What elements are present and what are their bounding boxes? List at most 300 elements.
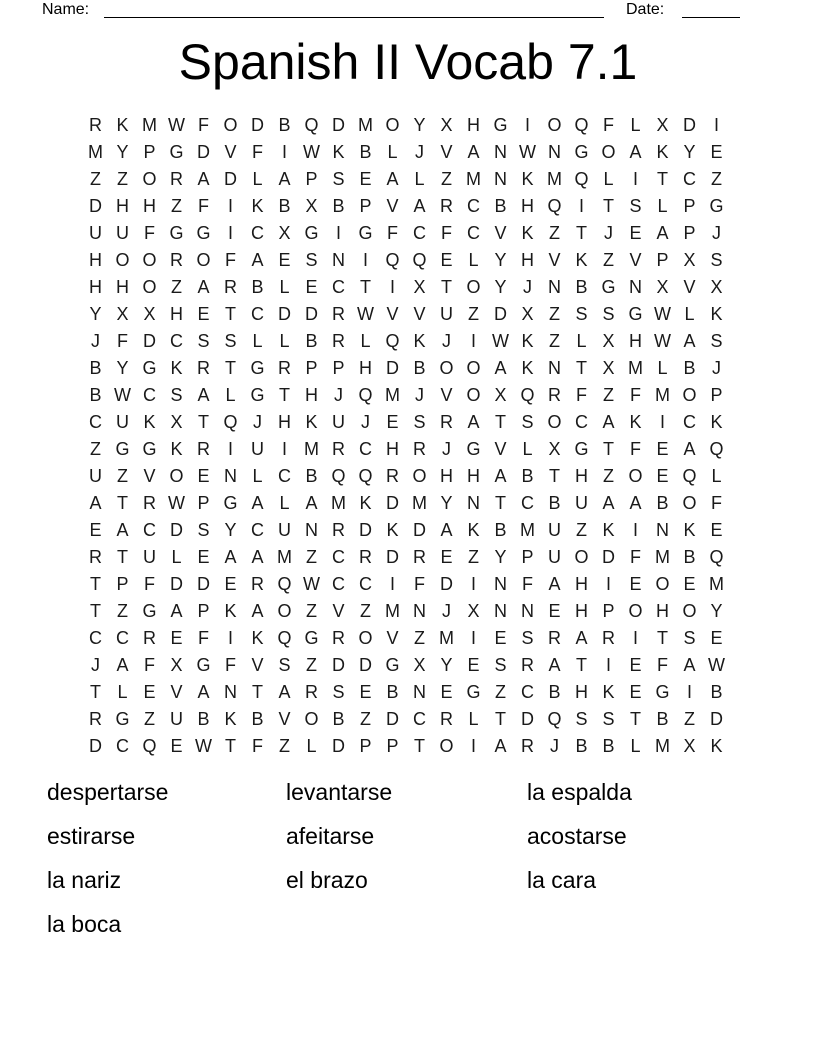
grid-cell: J bbox=[91, 655, 100, 675]
grid-cell: N bbox=[521, 601, 534, 621]
grid-cell: O bbox=[466, 277, 481, 297]
grid-cell: A bbox=[251, 547, 264, 567]
grid-cell: C bbox=[467, 196, 480, 216]
grid-cell: R bbox=[440, 412, 453, 432]
grid-cell: D bbox=[197, 574, 210, 594]
grid-cell: A bbox=[278, 169, 291, 189]
grid-cell: L bbox=[117, 682, 128, 702]
word-bank-item: afeitarse bbox=[286, 823, 375, 849]
grid-cell: J bbox=[442, 331, 451, 351]
grid-cell: T bbox=[441, 277, 452, 297]
grid-cell: H bbox=[278, 412, 291, 432]
grid-cell: T bbox=[495, 493, 506, 513]
grid-cell: C bbox=[332, 574, 345, 594]
word-bank-item: despertarse bbox=[47, 779, 169, 805]
grid-cell: O bbox=[601, 142, 616, 162]
grid-cell: O bbox=[385, 115, 400, 135]
grid-cell: X bbox=[710, 277, 723, 297]
grid-cell: V bbox=[494, 223, 507, 243]
grid-cell: O bbox=[682, 601, 697, 621]
grid-cell: D bbox=[224, 169, 237, 189]
grid-cell: Z bbox=[603, 250, 614, 270]
grid-cell: F bbox=[711, 493, 722, 513]
grid-cell: X bbox=[602, 358, 615, 378]
grid-cell: G bbox=[223, 493, 238, 513]
grid-cell: A bbox=[224, 547, 237, 567]
grid-cell: O bbox=[547, 115, 562, 135]
grid-cell: Z bbox=[603, 466, 614, 486]
grid-cell: D bbox=[251, 115, 264, 135]
grid-cell: U bbox=[170, 709, 183, 729]
grid-cell: O bbox=[574, 547, 589, 567]
grid-cell: F bbox=[630, 385, 641, 405]
word-bank-column bbox=[47, 779, 168, 955]
grid-cell: N bbox=[548, 277, 561, 297]
grid-cell: J bbox=[523, 277, 532, 297]
grid-cell: R bbox=[413, 439, 426, 459]
grid-cell: N bbox=[494, 601, 507, 621]
grid-cell: D bbox=[710, 709, 723, 729]
grid-cell: G bbox=[115, 439, 130, 459]
grid-cell: F bbox=[603, 115, 614, 135]
grid-cell: O bbox=[682, 493, 697, 513]
grid-cell: D bbox=[683, 115, 696, 135]
grid-cell: W bbox=[708, 655, 725, 675]
grid-cell: O bbox=[412, 466, 427, 486]
grid-cell: X bbox=[305, 196, 318, 216]
grid-cell: O bbox=[547, 412, 562, 432]
grid-cell: D bbox=[602, 547, 615, 567]
grid-cell: R bbox=[386, 466, 399, 486]
grid-cell: Q bbox=[547, 709, 562, 729]
grid-cell: Y bbox=[440, 493, 453, 513]
grid-cell: S bbox=[170, 385, 183, 405]
grid-cell: H bbox=[440, 466, 453, 486]
grid-cell: K bbox=[224, 601, 237, 621]
grid-cell: C bbox=[359, 439, 372, 459]
grid-cell: D bbox=[386, 358, 399, 378]
grid-cell: R bbox=[359, 547, 372, 567]
grid-cell: R bbox=[521, 736, 534, 756]
grid-cell: O bbox=[196, 250, 211, 270]
grid-cell: F bbox=[198, 196, 209, 216]
grid-cell: R bbox=[548, 628, 561, 648]
grid-cell: N bbox=[656, 520, 669, 540]
grid-cell: E bbox=[170, 628, 183, 648]
grid-cell: O bbox=[277, 601, 292, 621]
word-search-grid bbox=[82, 112, 730, 760]
grid-cell: M bbox=[709, 574, 724, 594]
grid-cell: B bbox=[278, 196, 291, 216]
grid-cell: T bbox=[279, 385, 290, 405]
grid-cell: Z bbox=[306, 601, 317, 621]
grid-cell: L bbox=[468, 709, 479, 729]
grid-cell: Z bbox=[468, 304, 479, 324]
grid-cell: U bbox=[332, 412, 345, 432]
grid-cell: I bbox=[227, 628, 233, 648]
grid-cell: E bbox=[197, 547, 210, 567]
grid-cell: Q bbox=[304, 115, 319, 135]
grid-cell: S bbox=[521, 628, 534, 648]
grid-cell: A bbox=[440, 520, 453, 540]
grid-cell: P bbox=[197, 493, 210, 513]
grid-cell: X bbox=[170, 412, 183, 432]
grid-cell: C bbox=[251, 304, 264, 324]
grid-cell: V bbox=[440, 385, 453, 405]
grid-cell: G bbox=[628, 304, 643, 324]
grid-cell: P bbox=[359, 196, 372, 216]
grid-cell: C bbox=[278, 466, 291, 486]
grid-cell: Y bbox=[224, 520, 237, 540]
word-bank-item: levantarse bbox=[286, 779, 393, 805]
grid-cell: N bbox=[548, 358, 561, 378]
grid-cell: L bbox=[414, 169, 425, 189]
grid-cell: F bbox=[252, 142, 263, 162]
grid-cell: A bbox=[116, 520, 129, 540]
grid-cell: L bbox=[171, 547, 182, 567]
grid-cell: I bbox=[632, 169, 638, 189]
grid-cell: S bbox=[494, 655, 507, 675]
grid-cell: W bbox=[195, 736, 212, 756]
grid-cell: E bbox=[278, 250, 291, 270]
grid-cell: C bbox=[89, 628, 102, 648]
grid-cell: U bbox=[440, 304, 453, 324]
grid-cell: C bbox=[251, 223, 264, 243]
grid-cell: O bbox=[628, 601, 643, 621]
grid-cell: D bbox=[89, 196, 102, 216]
grid-cell: W bbox=[654, 331, 671, 351]
grid-cell: E bbox=[440, 682, 453, 702]
grid-cell: M bbox=[547, 169, 562, 189]
grid-cell: L bbox=[603, 169, 614, 189]
grid-cell: E bbox=[440, 250, 453, 270]
grid-cell: Z bbox=[117, 601, 128, 621]
grid-cell: I bbox=[605, 655, 611, 675]
grid-cell: D bbox=[197, 142, 210, 162]
grid-cell: K bbox=[170, 358, 183, 378]
grid-cell: Z bbox=[279, 736, 290, 756]
grid-cell: A bbox=[251, 601, 264, 621]
grid-cell: B bbox=[710, 682, 723, 702]
grid-cell: F bbox=[198, 628, 209, 648]
grid-cell: O bbox=[304, 709, 319, 729]
grid-cell: K bbox=[710, 304, 723, 324]
grid-cell: J bbox=[550, 736, 559, 756]
grid-cell: C bbox=[143, 385, 156, 405]
grid-cell: T bbox=[603, 196, 614, 216]
grid-cell: K bbox=[251, 196, 264, 216]
grid-cell: B bbox=[494, 520, 507, 540]
grid-cell: A bbox=[548, 655, 561, 675]
grid-cell: R bbox=[224, 277, 237, 297]
grid-cell: P bbox=[521, 547, 534, 567]
grid-cell: K bbox=[521, 331, 534, 351]
grid-cell: K bbox=[656, 142, 669, 162]
grid-cell: G bbox=[142, 601, 157, 621]
grid-cell: I bbox=[227, 223, 233, 243]
grid-cell: T bbox=[630, 709, 641, 729]
grid-cell: P bbox=[656, 250, 669, 270]
grid-cell: A bbox=[656, 223, 669, 243]
grid-cell: B bbox=[656, 709, 669, 729]
word-bank-item: el brazo bbox=[286, 867, 368, 893]
grid-cell: L bbox=[252, 331, 263, 351]
grid-cell: V bbox=[548, 250, 561, 270]
grid-cell: O bbox=[439, 736, 454, 756]
grid-cell: C bbox=[116, 628, 129, 648]
grid-cell: E bbox=[305, 277, 318, 297]
grid-cell: V bbox=[440, 142, 453, 162]
grid-cell: I bbox=[281, 142, 287, 162]
grid-cell: L bbox=[657, 358, 668, 378]
grid-cell: D bbox=[305, 304, 318, 324]
grid-cell: F bbox=[630, 547, 641, 567]
grid-cell: K bbox=[359, 493, 372, 513]
grid-cell: U bbox=[89, 466, 102, 486]
grid-cell: B bbox=[683, 547, 696, 567]
grid-cell: W bbox=[168, 115, 185, 135]
grid-cell: B bbox=[548, 682, 561, 702]
grid-cell: R bbox=[89, 709, 102, 729]
grid-cell: M bbox=[331, 493, 346, 513]
grid-cell: G bbox=[196, 655, 211, 675]
grid-cell: U bbox=[548, 547, 561, 567]
word-bank-column bbox=[286, 779, 392, 911]
grid-cell: C bbox=[251, 520, 264, 540]
grid-cell: W bbox=[303, 142, 320, 162]
grid-cell: Q bbox=[682, 466, 697, 486]
grid-cell: V bbox=[278, 709, 291, 729]
grid-cell: Z bbox=[171, 277, 182, 297]
grid-cell: A bbox=[683, 655, 696, 675]
grid-cell: W bbox=[519, 142, 536, 162]
grid-cell: M bbox=[142, 115, 157, 135]
grid-cell: B bbox=[251, 709, 264, 729]
grid-cell: N bbox=[305, 520, 318, 540]
grid-cell: T bbox=[198, 412, 209, 432]
grid-cell: R bbox=[89, 115, 102, 135]
grid-cell: Q bbox=[547, 196, 562, 216]
grid-cell: C bbox=[89, 412, 102, 432]
grid-cell: H bbox=[89, 250, 102, 270]
grid-cell: T bbox=[225, 358, 236, 378]
grid-cell: L bbox=[630, 115, 641, 135]
grid-cell: Y bbox=[494, 547, 507, 567]
grid-cell: D bbox=[494, 304, 507, 324]
grid-cell: B bbox=[332, 196, 345, 216]
grid-cell: L bbox=[630, 736, 641, 756]
grid-cell: P bbox=[683, 223, 696, 243]
grid-cell: R bbox=[143, 493, 156, 513]
grid-cell: P bbox=[359, 736, 372, 756]
grid-cell: M bbox=[385, 385, 400, 405]
grid-cell: A bbox=[602, 412, 615, 432]
grid-cell: P bbox=[116, 574, 129, 594]
grid-cell: G bbox=[709, 196, 724, 216]
grid-cell: X bbox=[656, 277, 669, 297]
grid-cell: K bbox=[332, 142, 345, 162]
grid-cell: G bbox=[142, 439, 157, 459]
grid-cell: Z bbox=[306, 655, 317, 675]
page-title: Spanish II Vocab 7.1 bbox=[178, 34, 638, 90]
grid-cell: B bbox=[413, 358, 426, 378]
grid-cell: T bbox=[117, 547, 128, 567]
grid-cell: T bbox=[603, 439, 614, 459]
grid-cell: M bbox=[439, 628, 454, 648]
grid-cell: S bbox=[305, 250, 318, 270]
grid-cell: K bbox=[170, 439, 183, 459]
grid-cell: L bbox=[306, 736, 317, 756]
grid-cell: U bbox=[143, 547, 156, 567]
grid-cell: R bbox=[440, 196, 453, 216]
word-bank-column bbox=[527, 779, 632, 911]
grid-cell: O bbox=[169, 466, 184, 486]
name-fill-line bbox=[104, 0, 604, 18]
grid-cell: W bbox=[357, 304, 374, 324]
grid-cell: E bbox=[629, 574, 642, 594]
grid-cell: L bbox=[468, 250, 479, 270]
grid-cell: Y bbox=[710, 601, 723, 621]
grid-cell: K bbox=[521, 223, 534, 243]
grid-cell: V bbox=[629, 250, 642, 270]
grid-cell: N bbox=[494, 574, 507, 594]
grid-cell: H bbox=[305, 385, 318, 405]
grid-cell: X bbox=[656, 115, 669, 135]
grid-cell: B bbox=[521, 466, 534, 486]
grid-cell: I bbox=[470, 331, 476, 351]
grid-cell: P bbox=[197, 601, 210, 621]
grid-cell: C bbox=[413, 709, 426, 729]
grid-cell: K bbox=[575, 250, 588, 270]
grid-cell: N bbox=[413, 682, 426, 702]
grid-cell: D bbox=[521, 709, 534, 729]
grid-cell: B bbox=[197, 709, 210, 729]
grid-cell: B bbox=[683, 358, 696, 378]
grid-cell: T bbox=[576, 358, 587, 378]
grid-cell: K bbox=[386, 520, 399, 540]
grid-cell: B bbox=[251, 277, 264, 297]
grid-cell: M bbox=[358, 115, 373, 135]
grid-cell: J bbox=[712, 358, 721, 378]
grid-cell: B bbox=[575, 736, 588, 756]
grid-cell: R bbox=[89, 547, 102, 567]
grid-cell: L bbox=[684, 304, 695, 324]
name-label: Name: bbox=[42, 1, 90, 18]
date-fill-line bbox=[682, 0, 740, 18]
grid-cell: O bbox=[142, 250, 157, 270]
grid-cell: K bbox=[710, 412, 723, 432]
grid-cell: E bbox=[170, 736, 183, 756]
grid-cell: M bbox=[277, 547, 292, 567]
grid-cell: M bbox=[88, 142, 103, 162]
grid-cell: U bbox=[575, 493, 588, 513]
grid-cell: C bbox=[683, 169, 696, 189]
grid-cell: I bbox=[632, 628, 638, 648]
grid-cell: I bbox=[362, 250, 368, 270]
grid-cell: F bbox=[576, 385, 587, 405]
grid-cell: M bbox=[304, 439, 319, 459]
grid-cell: H bbox=[656, 601, 669, 621]
grid-cell: F bbox=[387, 223, 398, 243]
grid-cell: Z bbox=[360, 601, 371, 621]
grid-cell: H bbox=[575, 601, 588, 621]
grid-cell: R bbox=[332, 628, 345, 648]
grid-cell: T bbox=[657, 628, 668, 648]
grid-cell: B bbox=[602, 736, 615, 756]
grid-cell: C bbox=[332, 277, 345, 297]
grid-cell: S bbox=[710, 250, 723, 270]
grid-cell: P bbox=[305, 169, 318, 189]
grid-cell: F bbox=[657, 655, 668, 675]
grid-cell: U bbox=[251, 439, 264, 459]
grid-cell: Z bbox=[549, 304, 560, 324]
grid-cell: O bbox=[142, 169, 157, 189]
grid-cell: A bbox=[575, 628, 588, 648]
grid-cell: J bbox=[361, 412, 370, 432]
grid-cell: F bbox=[225, 655, 236, 675]
grid-cell: X bbox=[413, 277, 426, 297]
grid-cell: M bbox=[520, 520, 535, 540]
grid-cell: V bbox=[170, 682, 183, 702]
grid-cell: B bbox=[494, 196, 507, 216]
grid-cell: G bbox=[466, 439, 481, 459]
grid-cell: F bbox=[252, 736, 263, 756]
grid-cell: Z bbox=[603, 385, 614, 405]
grid-cell: T bbox=[495, 709, 506, 729]
grid-cell: V bbox=[386, 304, 399, 324]
grid-cell: G bbox=[466, 682, 481, 702]
word-bank-item: acostarse bbox=[527, 823, 627, 849]
date-label: Date: bbox=[626, 1, 665, 18]
grid-cell: Q bbox=[520, 385, 535, 405]
grid-cell: L bbox=[252, 169, 263, 189]
grid-cell: F bbox=[144, 655, 155, 675]
grid-cell: C bbox=[521, 493, 534, 513]
grid-cell: N bbox=[629, 277, 642, 297]
grid-cell: L bbox=[279, 493, 290, 513]
grid-cell: B bbox=[305, 466, 318, 486]
grid-cell: E bbox=[710, 628, 723, 648]
grid-cell: D bbox=[332, 655, 345, 675]
grid-cell: L bbox=[360, 331, 371, 351]
grid-cell: B bbox=[305, 331, 318, 351]
grid-cell: H bbox=[116, 277, 129, 297]
grid-cell: N bbox=[224, 682, 237, 702]
grid-cell: T bbox=[225, 304, 236, 324]
grid-cell: G bbox=[115, 709, 130, 729]
grid-cell: X bbox=[602, 331, 615, 351]
grid-cell: C bbox=[467, 223, 480, 243]
grid-cell: K bbox=[251, 628, 264, 648]
grid-cell: A bbox=[494, 358, 507, 378]
grid-cell: S bbox=[332, 682, 345, 702]
grid-cell: M bbox=[655, 736, 670, 756]
grid-cell: H bbox=[575, 574, 588, 594]
grid-cell: A bbox=[386, 169, 399, 189]
grid-cell: E bbox=[143, 682, 156, 702]
grid-cell: L bbox=[576, 331, 587, 351]
grid-cell: C bbox=[332, 547, 345, 567]
grid-cell: Z bbox=[549, 331, 560, 351]
grid-cell: D bbox=[278, 304, 291, 324]
grid-cell: I bbox=[713, 115, 719, 135]
grid-cell: V bbox=[143, 466, 156, 486]
grid-cell: K bbox=[521, 169, 534, 189]
grid-cell: T bbox=[117, 493, 128, 513]
grid-cell: H bbox=[575, 466, 588, 486]
grid-cell: E bbox=[656, 466, 669, 486]
grid-cell: A bbox=[116, 655, 129, 675]
